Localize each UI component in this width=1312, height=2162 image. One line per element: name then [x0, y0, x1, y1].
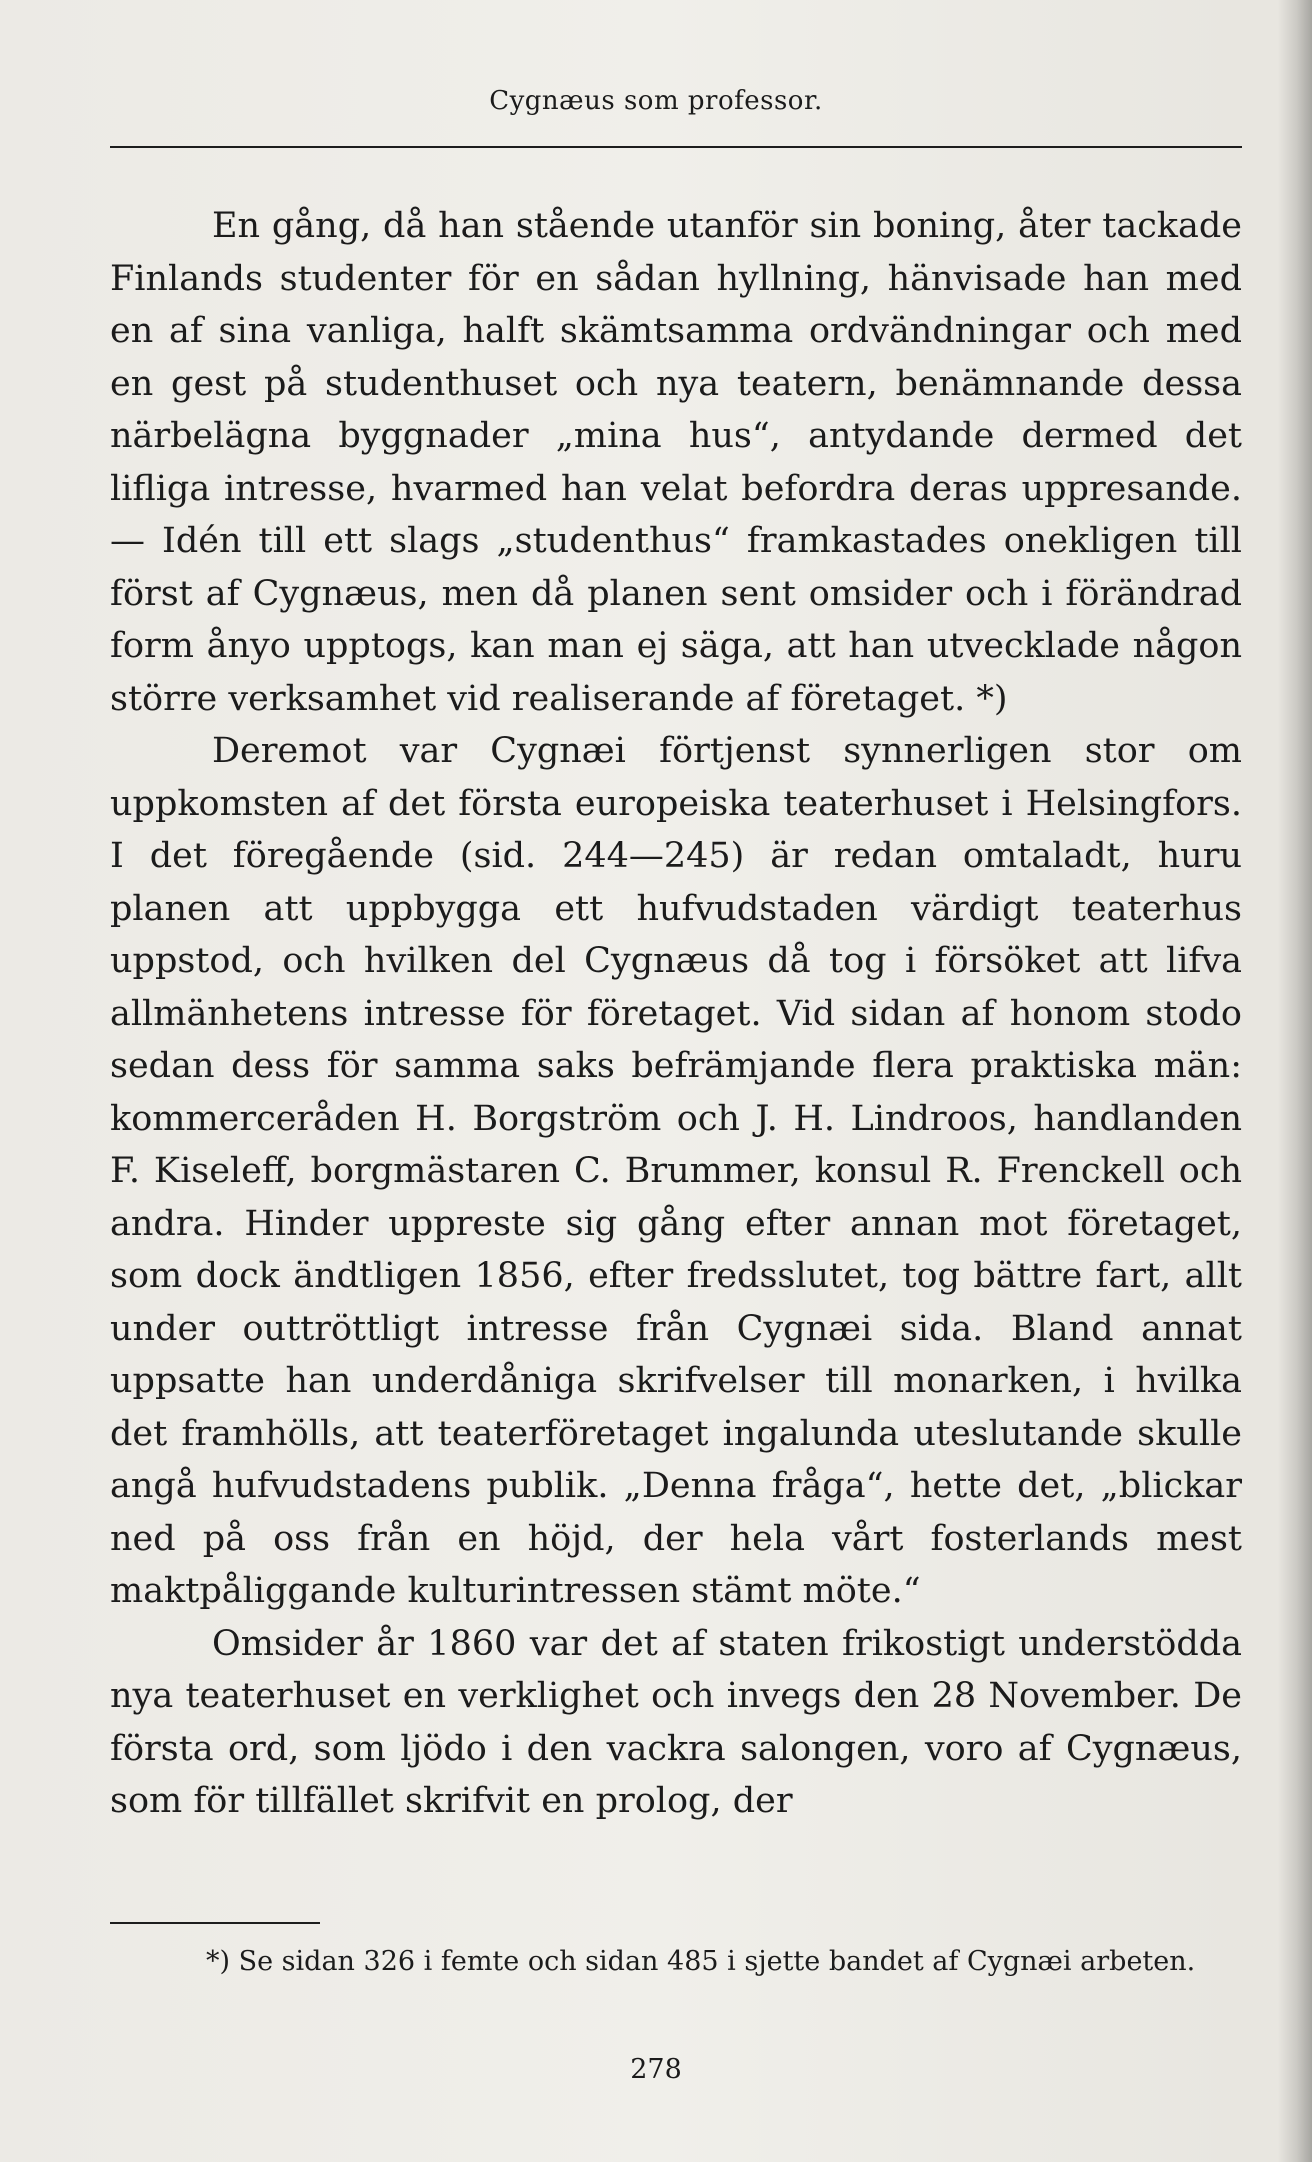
paragraph-3: Omsider år 1860 var det af staten frikostigt understödda nya teaterhuset en verklighet och invegs den 28 November. De första ord, som ljödo i den vackra salongen, voro af Cygnæus, som för tillfället skrifvit en prolog, der	[110, 1623, 1242, 1821]
paragraph-2: Deremot var Cygnæi förtjenst synnerligen stor om uppkomsten af det första europeiska teaterhuset i Helsingfors. I det föregående (sid. 244—245) är redan omtaladt, huru planen att uppbygga ett hufvudstaden värdigt teaterhus uppstod, och hvilken del Cygnæus då tog i försöket att lifva allmänhetens intresse för företaget. Vid sidan af honom stodo sedan dess för samma saks befrämjande flera praktiska män: kommerceråden H. Borgström och J. H. Lindroos, handlanden F. Kiseleff, borgmästaren C. Brummer, konsul R. Frenckell och andra. Hinder uppreste sig gång efter annan mot företaget, som dock ändtligen 1856, efter fredsslutet, tog bättre fart, allt under outtröttligt intresse från Cygnæi sida. Bland annat uppsatte han underdåniga skrifvelser till monarken, i hvilka det framhölls, att teaterföretaget ingalunda uteslutande skulle angå hufvudstadens publik. „Denna fråga“, hette det, „blickar ned på oss från en höjd, der hela vårt fosterlands mest maktpåliggande kulturintressen stämt möte.“	[110, 731, 1242, 1611]
body-text	[110, 200, 1242, 1828]
footnote-rule	[110, 1922, 320, 1924]
running-head: Cygnæus som professor.	[489, 86, 823, 116]
page-edge-shadow	[1278, 0, 1312, 2162]
footnote: *) Se sidan 326 i femte och sidan 485 i sjette bandet af Cygnæi arbeten.	[206, 1946, 1196, 1977]
header-rule	[110, 146, 1242, 148]
page-number: 278	[630, 2054, 682, 2085]
paragraph-1: En gång, då han stående utanför sin boning, åter tackade Finlands studenter för en sådan hyllning, hänvisade han med en af sina vanliga, halft skämtsamma ordvändningar och med en gest på studenthuset och nya teatern, benämnande dessa närbelägna byggnader „mina hus“, antydande dermed det lifliga intresse, hvarmed han velat befordra deras uppresande. — Idén till ett slags „studenthus“ framkastades onekligen till först af Cygnæus, men då planen sent omsider och i förändrad form ånyo upptogs, kan man ej säga, att han utvecklade någon större verksamhet vid realiserande af företaget. *)	[110, 206, 1242, 719]
